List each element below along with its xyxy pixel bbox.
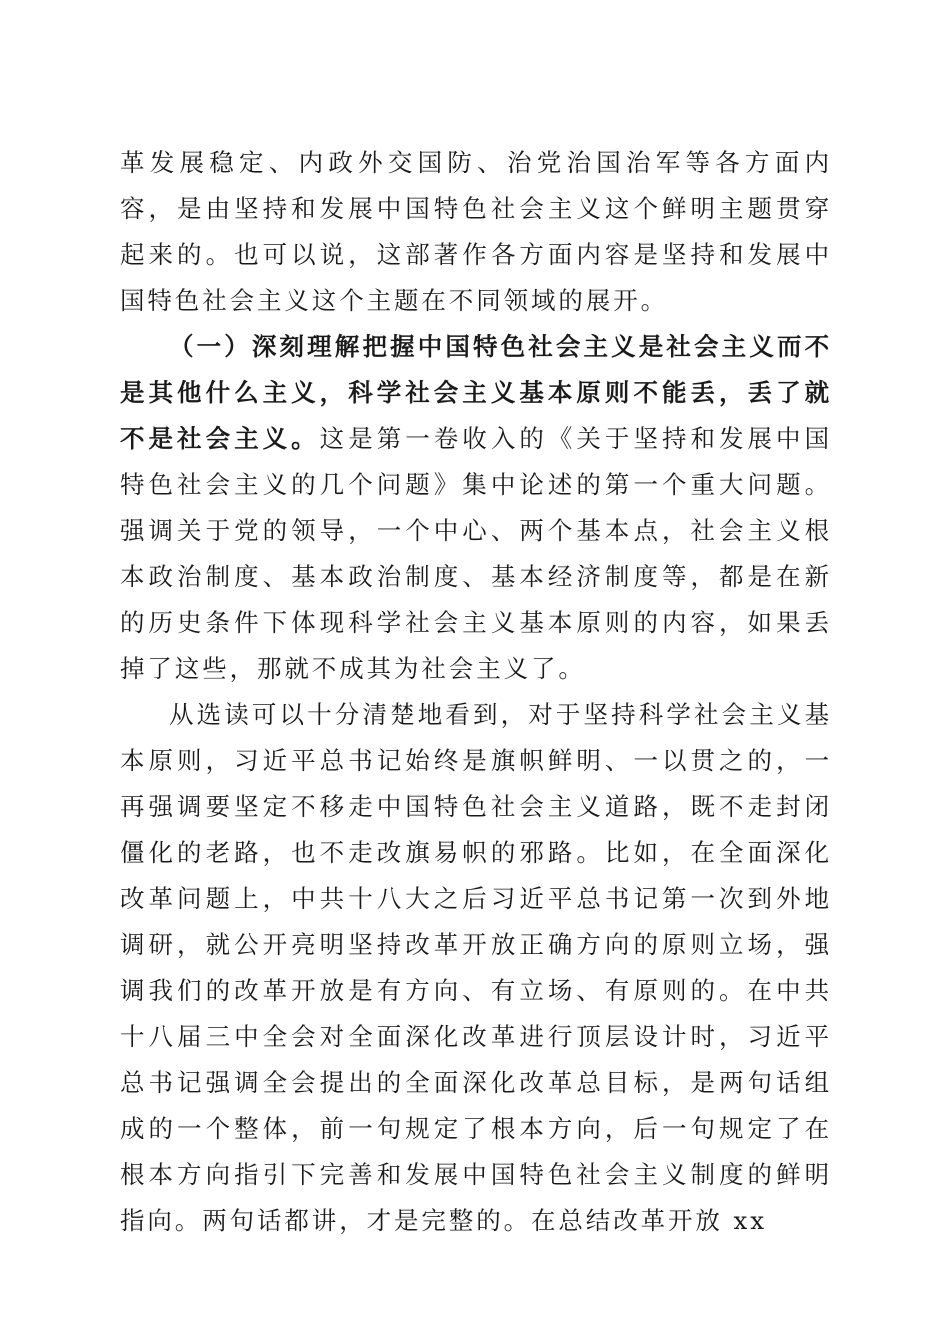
paragraph-selected-readings: 从选读可以十分清楚地看到，对于坚持科学社会主义基本原则，习近平总书记始终是旗帜鲜明、一以贯之的，一再强调要坚定不移走中国特色社会主义道路，既不走封闭僵化的老路，也不走改旗易帜的邪路。比如，在全面深化改革问题上，中共十八大之后习近平总书记第一次到外地调研，就公开亮明坚持改革开放正确方向的原则立场，强调我们的改革开放是有方向、有立场、有原则的。在中共十八届三中全会对全面深化改革进行顶层设计时，习近平总书记强调全会提出的全面深化改革总目标，是两句话组成的一个整体，前一句规定了根本方向，后一句规定了在根本方向指引下完善和发展中国特色社会主义制度的鲜明指向。两句话都讲，才是完整的。在总结改革开放 xx	[120, 700, 832, 1235]
section-heading-one: （一）深刻理解把握中国特色社会主义是社会主义而不是其他什么主义，科学社会主义基本原则不能丢，丢了就不是社会主义。	[120, 332, 832, 453]
paragraph-section-one	[120, 324, 832, 692]
document-body	[120, 140, 832, 1244]
paragraph-continuation: 革发展稳定、内政外交国防、治党治国治军等各方面内容，是由坚持和发展中国特色社会主义这个鲜明主题贯穿起来的。也可以说，这部著作各方面内容是坚持和发展中国特色社会主义这个主题在不同领域的展开。	[120, 148, 832, 315]
section-one-body: 这是第一卷收入的《关于坚持和发展中国特色社会主义的几个问题》集中论述的第一个重大问题。强调关于党的领导，一个中心、两个基本点，社会主义根本政治制度、基本政治制度、基本经济制度等，都是在新的历史条件下体现科学社会主义基本原则的内容，如果丢掉了这些，那就不成其为社会主义了。	[120, 424, 832, 683]
